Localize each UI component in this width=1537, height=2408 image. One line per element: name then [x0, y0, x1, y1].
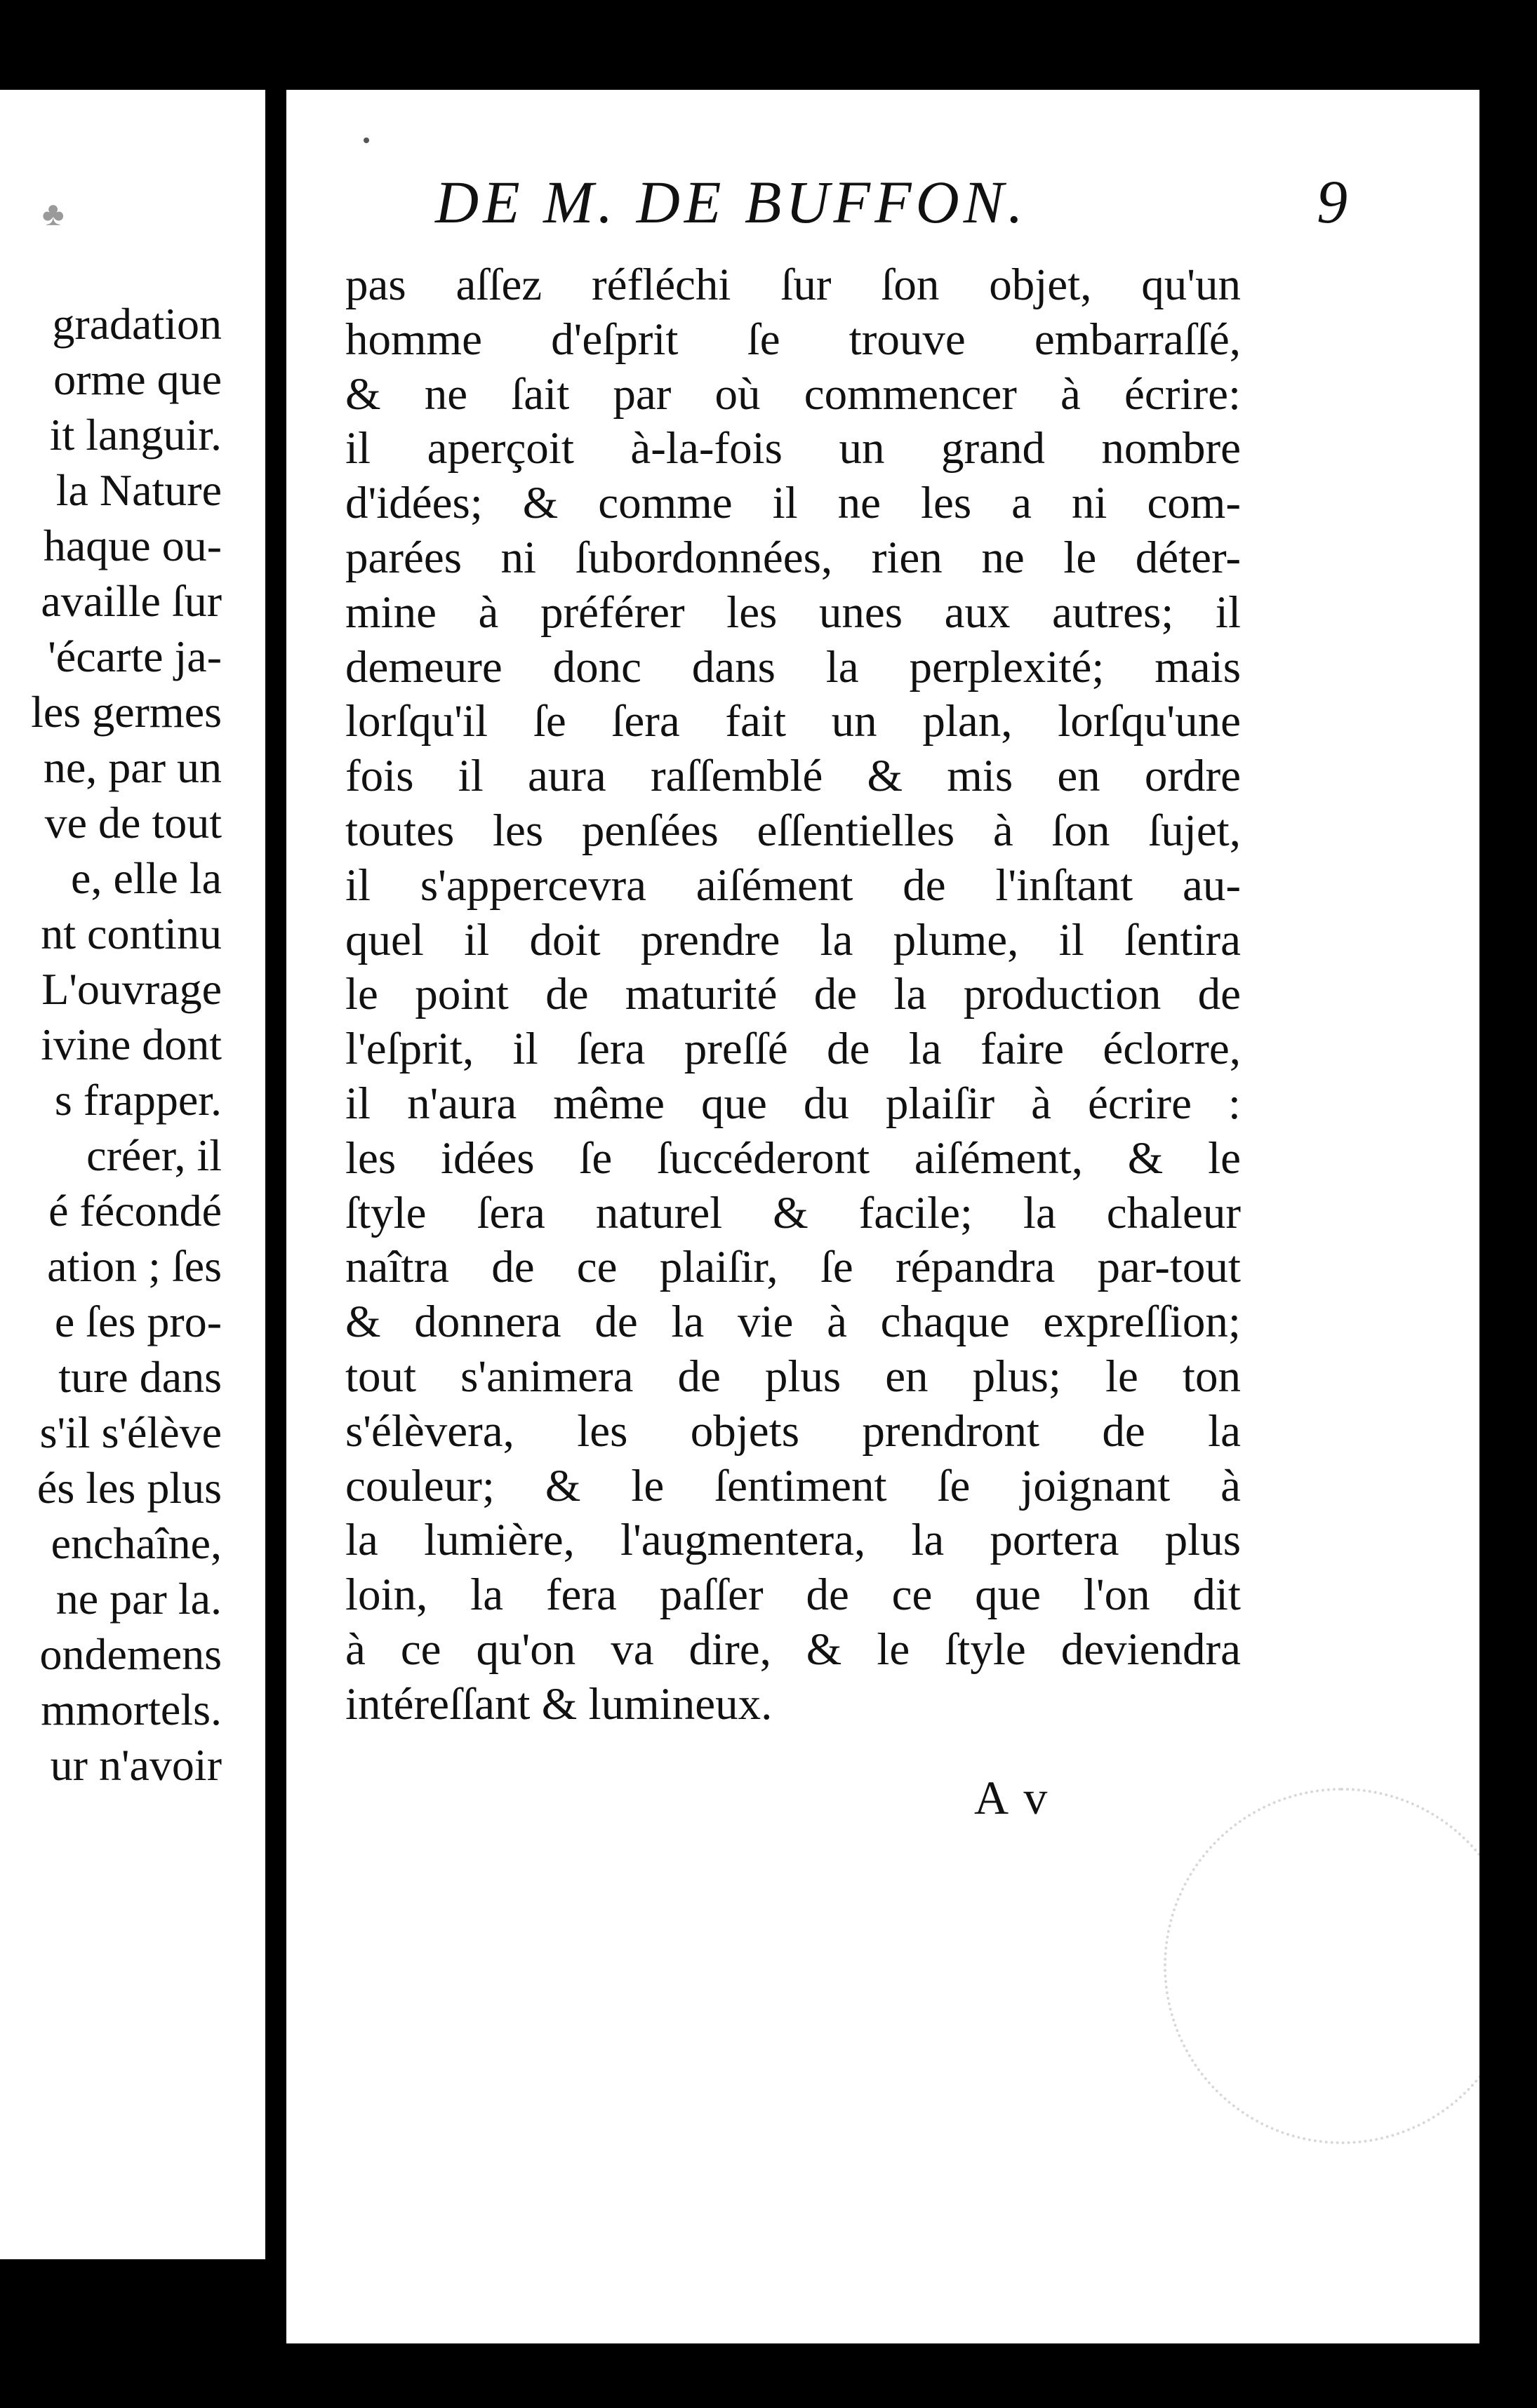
text-line: la lumière, l'augmentera, la portera plus — [345, 1515, 1241, 1566]
left-page-line: enchaîne, — [51, 1518, 222, 1568]
left-page-line: mmortels. — [41, 1685, 222, 1734]
text-line: tout s'animera de plus en plus; le ton — [345, 1351, 1241, 1402]
left-page-line: ture dans — [58, 1352, 222, 1402]
left-page-line: L'ouvrage — [41, 964, 222, 1014]
left-page-line: ne, par un — [43, 742, 222, 792]
text-line: fois il aura raſſemblé & mis en ordre — [345, 751, 1241, 802]
text-line: naîtra de ce plaiſir, ſe répandra par-tout — [345, 1242, 1241, 1293]
left-page-line: availle ſur — [41, 576, 222, 626]
text-line: couleur; & le ſentiment ſe joignant à — [345, 1460, 1241, 1511]
left-page-line: créer, il — [86, 1130, 222, 1180]
text-line: le point de maturité de la production de — [345, 969, 1241, 1020]
left-page-line: nt continu — [41, 909, 222, 958]
left-page-line: orme que — [53, 354, 222, 404]
text-line: il aperçoit à-la-fois un grand nombre — [345, 423, 1241, 474]
left-page-line: ondemens — [39, 1629, 222, 1679]
body-text — [345, 258, 1241, 1732]
left-page-line: é fécondé — [48, 1186, 222, 1236]
running-title: DE M. DE BUFFON. — [435, 168, 1027, 236]
text-line: s'élèvera, les objets prendront de la — [345, 1405, 1241, 1457]
left-page-line: s frapper. — [54, 1075, 222, 1125]
right-page — [286, 90, 1479, 2343]
text-line: toutes les penſées eſſentielles à ſon ſujet, — [345, 805, 1241, 856]
text-line: loin, la fera paſſer de ce que l'on dit — [345, 1570, 1241, 1621]
left-page-line: e ſes pro- — [54, 1297, 222, 1346]
text-line: demeure donc dans la perplexité; mais — [345, 641, 1241, 693]
left-page-line: it languir. — [49, 410, 222, 460]
left-page-line: la Nature — [55, 465, 222, 515]
text-line: intéreſſant & lumineux. — [345, 1678, 773, 1730]
left-page-line: e, elle la — [71, 853, 222, 903]
text-line: ſtyle ſera naturel & facile; la chaleur — [345, 1187, 1241, 1238]
left-page-line: ation ; ſes — [47, 1241, 222, 1291]
left-page-text — [31, 296, 222, 1793]
ink-speck — [364, 138, 369, 143]
page-header — [435, 167, 1348, 244]
text-line: lorſqu'il ſe ſera fait un plan, lorſqu'une — [345, 696, 1241, 747]
left-page — [0, 90, 265, 2259]
text-line: d'idées; & comme il ne les a ni com- — [345, 478, 1241, 529]
left-page-line: ve de tout — [44, 798, 222, 848]
left-page-line: gradation — [52, 299, 222, 349]
left-page-line: ne par la. — [55, 1574, 222, 1624]
text-line: parées ni ſubordonnées, rien ne le déter- — [345, 532, 1241, 583]
left-page-line: 'écarte ja- — [48, 631, 222, 681]
left-page-line: s'il s'élève — [39, 1407, 222, 1457]
left-page-line: ur n'avoir — [50, 1740, 222, 1790]
text-line: à ce qu'on va dire, & le ſtyle deviendra — [345, 1624, 1241, 1675]
library-stamp-bleedthrough — [1164, 1788, 1479, 2144]
text-line: l'eſprit, il ſera preſſé de la faire éclorre, — [345, 1024, 1241, 1075]
left-page-line: és les plus — [36, 1463, 222, 1513]
page-number: 9 — [1317, 168, 1348, 236]
text-line: pas aſſez réfléchi ſur ſon objet, qu'un — [345, 260, 1241, 310]
left-page-line: ivine dont — [41, 1019, 222, 1069]
left-page-faint-mark: ♣ — [42, 196, 65, 233]
text-line: mine à préférer les unes aux autres; il — [345, 587, 1241, 638]
text-line: quel il doit prendre la plume, il ſentira — [345, 914, 1241, 965]
text-line: il s'appercevra aiſément de l'inſtant au- — [345, 859, 1241, 911]
text-line: homme d'eſprit ſe trouve embarraſſé, — [345, 314, 1241, 365]
left-page-line: les germes — [31, 687, 222, 737]
text-line: il n'aura même que du plaiſir à écrire : — [345, 1078, 1241, 1129]
text-line: les idées ſe ſuccéderont aiſément, & le — [345, 1132, 1241, 1184]
signature-mark: A v — [974, 1771, 1051, 1824]
text-line: & ne ſait par où commencer à écrire: — [345, 368, 1241, 420]
left-page-line: haque ou- — [43, 521, 222, 570]
text-line: & donnera de la vie à chaque expreſſion; — [345, 1297, 1241, 1348]
